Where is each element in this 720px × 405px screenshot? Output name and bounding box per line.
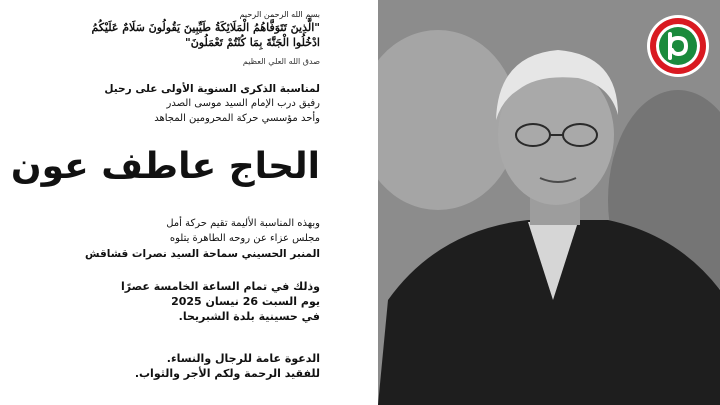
amal-movement-logo (646, 14, 710, 78)
memorial-line-3: المنبر الحسيني سماحة السيد نصرات قشاقش (85, 248, 320, 260)
occasion-line-3: وأحد مؤسسي حركة المحرومين المجاهد (154, 113, 320, 124)
memorial-line-2: مجلس عزاء عن روحه الطاهرة يتلوه (169, 233, 320, 244)
occasion-line-2: رفيق درب الإمام السيد موسى الصدر (166, 98, 320, 109)
time-line-1: وذلك في تمام الساعة الخامسة عصرًا (120, 280, 320, 293)
deceased-name: الحاج عاطف عون (10, 146, 320, 187)
quran-verse-line-1: "الَّذِينَ تَتَوَفَّاهُمُ الْمَلَائِكَةُ طَيِّبِينَ يَقُولُونَ سَلَامٌ عَلَيْكُمُ (91, 21, 320, 34)
quran-verse-line-2: ادْخُلُوا الْجَنَّةَ بِمَا كُنْتُمْ تَعْمَلُونَ" (184, 36, 320, 49)
memorial-line-1: وبهذه المناسبة الأليمة تقيم حركة أمل (166, 218, 320, 229)
sadaqa-line: صدق الله العلي العظيم (242, 57, 320, 66)
date-line: يوم السبت 26 نيسان 2025 (171, 295, 320, 308)
closing-line-1: الدعوة عامة للرجال والنساء. (166, 352, 320, 365)
closing-line-2: للفقيد الرحمة ولكم الأجر والثواب. (134, 367, 320, 380)
basmala: بسم الله الرحمن الرحيم (239, 10, 320, 19)
occasion-line-1: لمناسبة الذكرى السنوية الأولى على رحيل (104, 83, 320, 95)
location-line: في حسينية بلدة الشبريحا. (178, 310, 320, 323)
amal-logo-icon (646, 14, 710, 78)
portrait-photo (378, 0, 720, 405)
